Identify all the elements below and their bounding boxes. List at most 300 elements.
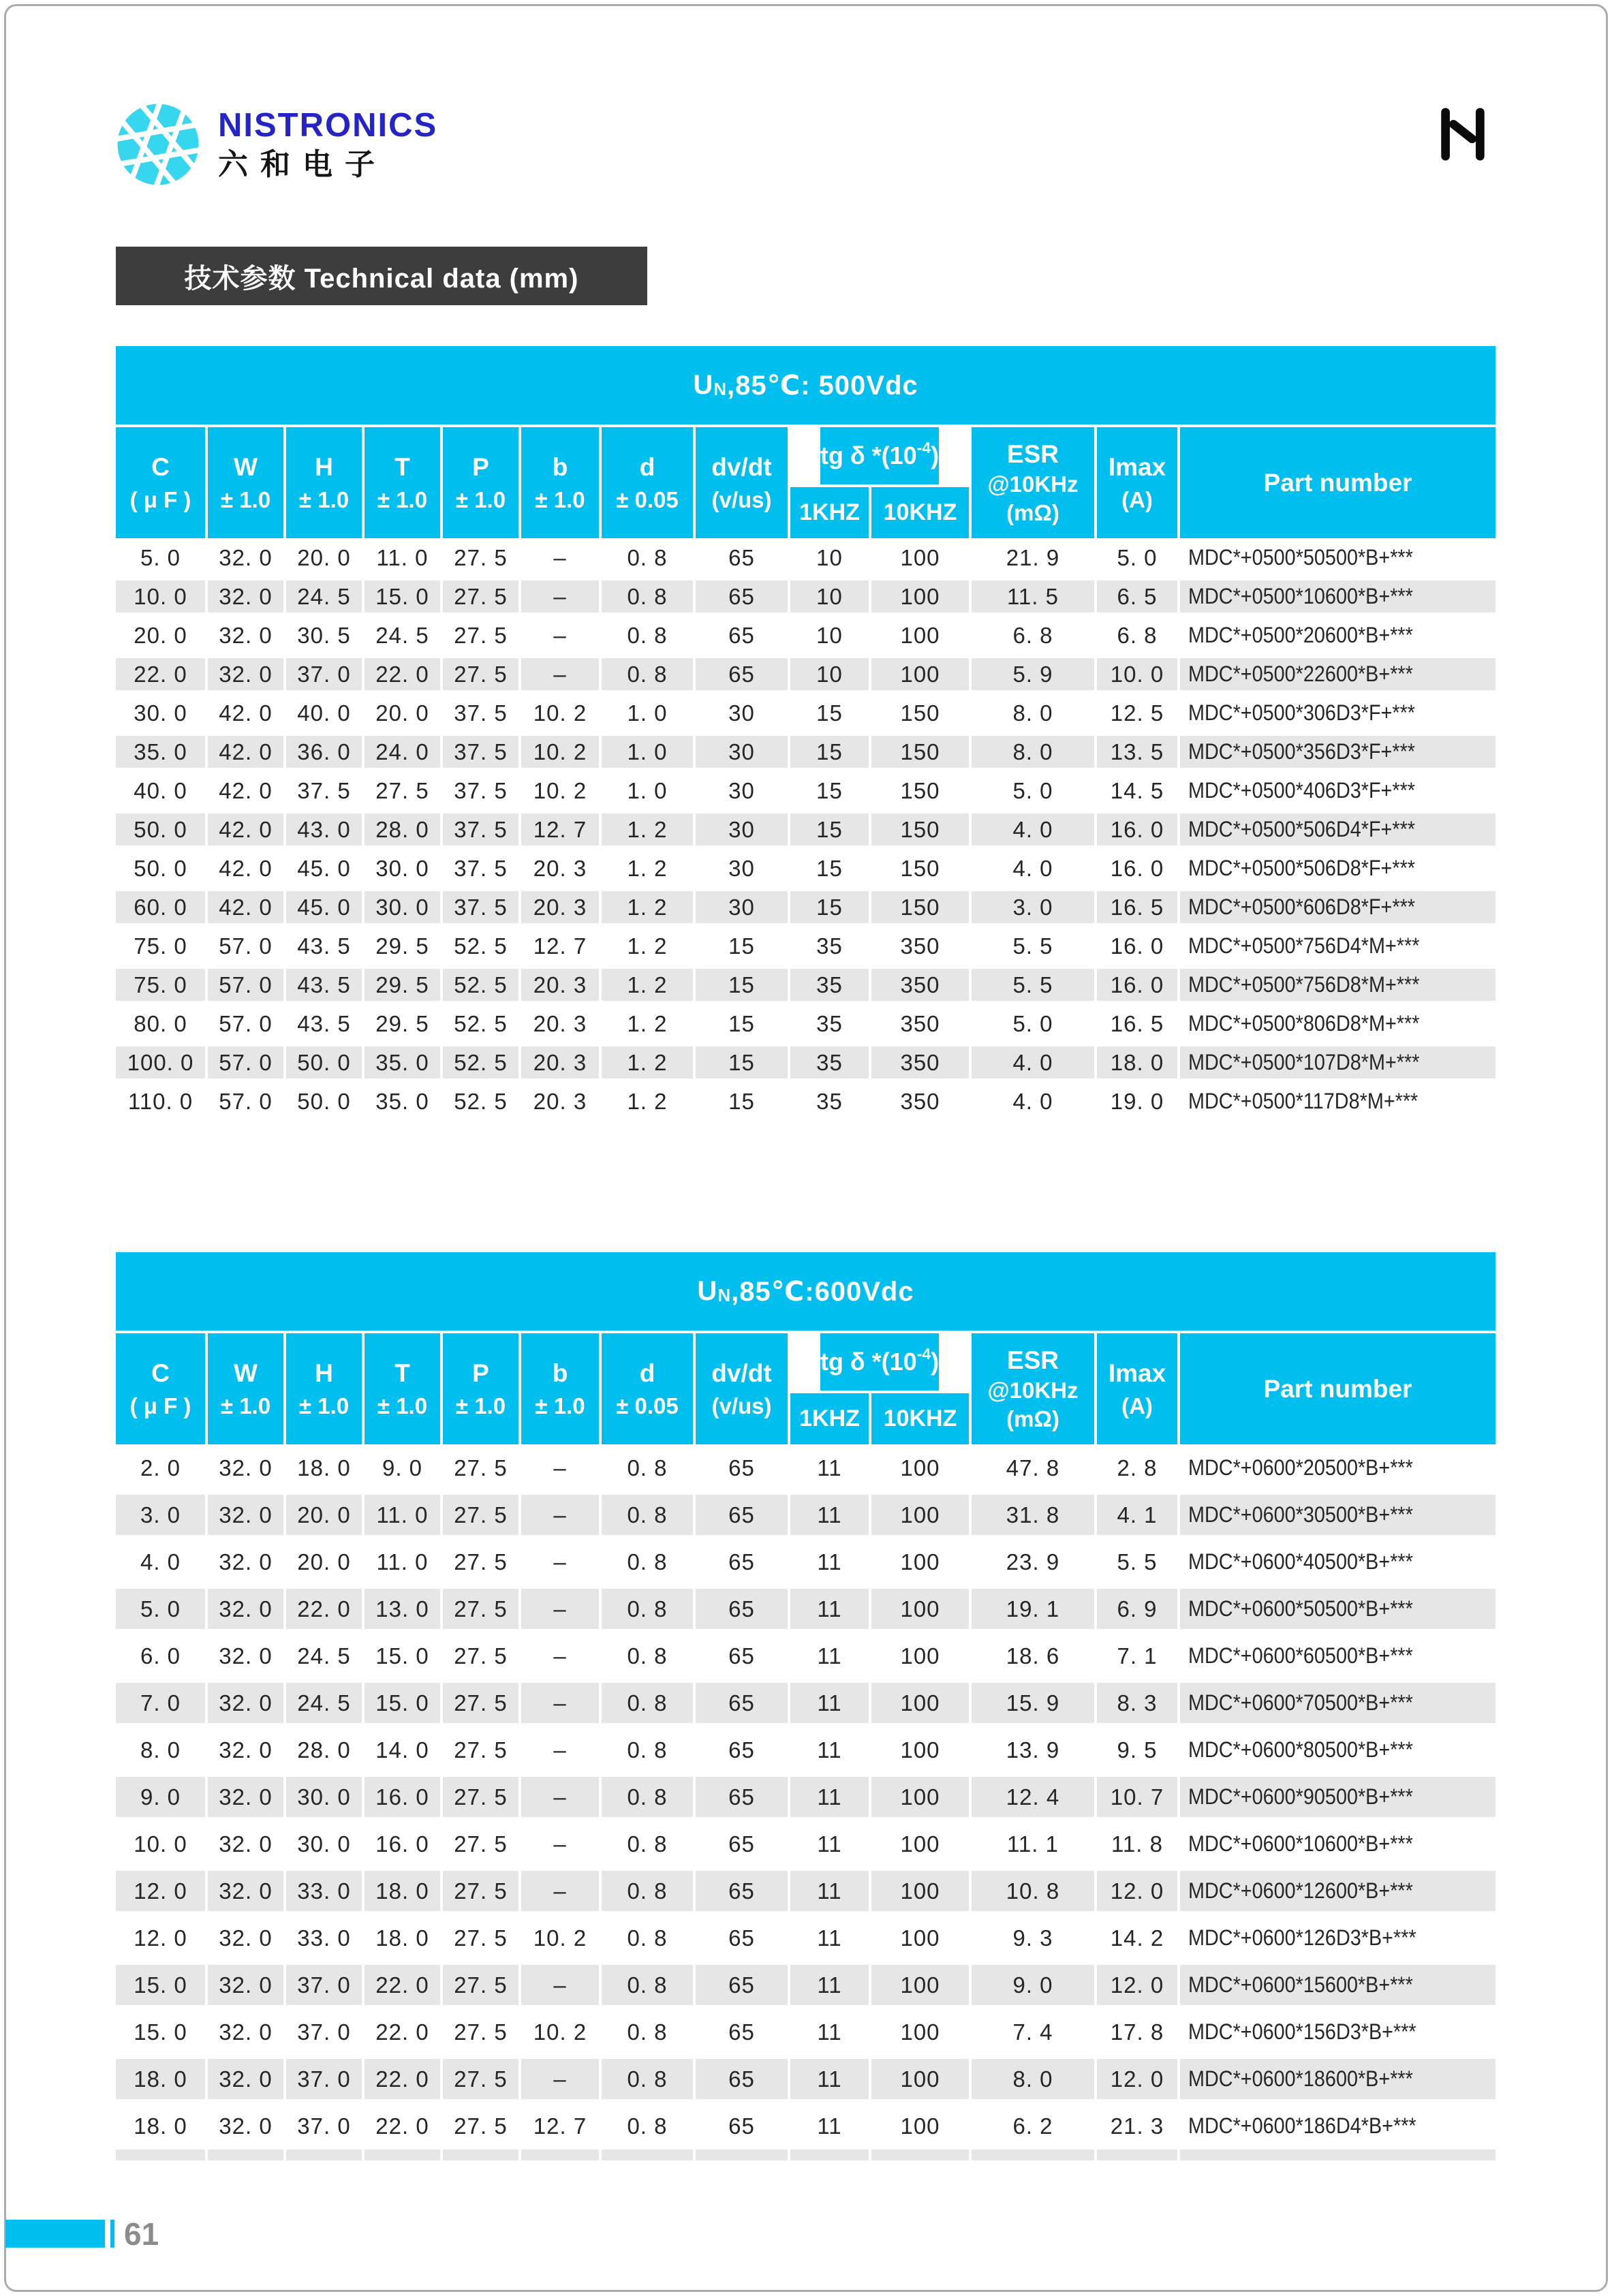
tg-pre: tg δ *(10 (820, 441, 917, 469)
column-header-part (1180, 1333, 1495, 1444)
data-cell: 20. 3 (521, 965, 599, 1004)
part-number-text: MDC*+0600*186D4*B+*** (1188, 2113, 1416, 2138)
data-cell: 100 (871, 655, 969, 694)
data-cell: 18. 0 (134, 2113, 187, 2139)
table-title (116, 346, 1495, 424)
data-cell: 11 (817, 1737, 842, 1763)
title-rest: ,85℃:600Vdc (731, 1276, 914, 1307)
table-row (116, 1820, 1495, 1867)
column-label: H (315, 1359, 333, 1387)
table-row (116, 1004, 1495, 1043)
table-header (116, 427, 1495, 538)
data-cell: 42. 0 (219, 855, 273, 881)
data-cell: 52. 5 (443, 965, 518, 1004)
column-header-esr (972, 427, 1094, 538)
brand-text (218, 108, 437, 181)
data-cell: 5. 0 (1012, 777, 1053, 803)
data-cell: 37. 0 (286, 1961, 362, 2008)
data-cell: 65 (728, 1549, 755, 1574)
partial-cell (871, 2150, 969, 2160)
part-number-text: MDC*+0600*12600*B+*** (1188, 1878, 1413, 1903)
data-cell: 12. 5 (1110, 700, 1164, 726)
data-cell: 18. 0 (375, 1925, 429, 1951)
data-cell: 36. 0 (286, 732, 362, 771)
data-cell: 37. 5 (454, 777, 508, 803)
table-row (116, 927, 1495, 965)
data-cell: 0. 8 (602, 1961, 693, 2008)
data-cell: 30 (696, 732, 788, 771)
esr-label: ESR (1006, 1346, 1059, 1374)
data-cell: 27. 5 (454, 1643, 508, 1669)
part-number-cell (1180, 927, 1495, 965)
data-cell: 37. 5 (454, 855, 508, 881)
data-cell: 6. 0 (140, 1643, 181, 1669)
data-cell: 75. 0 (116, 965, 205, 1004)
table-row (116, 810, 1495, 849)
data-cell: 32. 0 (208, 655, 283, 694)
brand-name: NISTRONICS (218, 107, 438, 144)
part-number-text: MDC*+0500*406D3*F+*** (1188, 778, 1415, 803)
data-cell: 14. 0 (375, 1737, 429, 1763)
data-cell: 9. 3 (1012, 1925, 1053, 1951)
data-cell: 10. 2 (533, 777, 587, 803)
part-number-cell (1180, 616, 1495, 655)
data-cell: 110. 0 (127, 1088, 193, 1114)
data-cell: 20. 0 (297, 1549, 351, 1574)
data-cell: 16. 0 (1110, 855, 1164, 881)
data-cell: 22. 0 (365, 655, 440, 694)
data-cell: 32. 0 (219, 2019, 273, 2045)
part-number-cell (1180, 732, 1495, 771)
data-cell: 5. 5 (1117, 1549, 1158, 1574)
data-cell: 0. 8 (602, 1867, 693, 1914)
column-header-imax (1097, 1333, 1177, 1444)
tg-post: ) (931, 1348, 940, 1376)
part-number-cell (1180, 1961, 1495, 2008)
data-cell: 18. 0 (365, 1867, 440, 1914)
data-cell: 29. 5 (365, 965, 440, 1004)
data-cell: 16. 0 (1110, 933, 1164, 959)
data-cell: 27. 5 (375, 777, 429, 803)
data-cell: 27. 5 (443, 1585, 518, 1632)
data-cell: 32. 0 (219, 1455, 273, 1480)
data-cell: 0. 8 (627, 1643, 668, 1669)
part-number-text: MDC*+0500*107D8*M+*** (1188, 1050, 1420, 1074)
data-cell: 150 (900, 700, 940, 726)
subcolumn-1khz: 1KHZ (790, 487, 869, 538)
column-label: C (151, 452, 170, 481)
part-number-cell (1180, 849, 1495, 888)
imax-label: Imax (1108, 1359, 1166, 1387)
data-cell: 100 (871, 1491, 969, 1538)
table-500vdc (116, 346, 1495, 1121)
data-cell: 37. 0 (286, 2055, 362, 2103)
data-cell: 30 (728, 777, 755, 803)
data-cell: 42. 0 (219, 700, 273, 726)
data-cell: 11. 5 (972, 577, 1094, 616)
data-cell: 60. 0 (116, 888, 205, 927)
part-number-text: MDC*+0500*506D8*F+*** (1188, 856, 1415, 880)
data-cell: 42. 0 (208, 888, 283, 927)
part-number-cell (1180, 1082, 1495, 1121)
title-sub: N (717, 1285, 732, 1305)
column-units: ± 1.0 (535, 486, 585, 512)
data-cell: 65 (696, 2055, 788, 2103)
data-cell: 32. 0 (219, 1643, 273, 1669)
column-header-d (602, 427, 693, 538)
data-cell: 14. 2 (1110, 1925, 1164, 1951)
data-cell: 350 (871, 965, 969, 1004)
data-cell: 31. 8 (972, 1491, 1094, 1538)
table-row (116, 538, 1495, 577)
data-cell: 35 (816, 933, 843, 959)
part-number-cell (1180, 2055, 1495, 2103)
data-cell: 65 (696, 1867, 788, 1914)
imax-units: (A) (1121, 1393, 1153, 1418)
data-cell: 0. 8 (627, 2019, 668, 2045)
data-cell: 15 (728, 933, 755, 959)
data-cell: 27. 5 (454, 1925, 508, 1951)
part-number-cell (1180, 655, 1495, 694)
data-cell: 32. 0 (219, 544, 273, 570)
partial-cell (365, 2150, 440, 2160)
data-cell: 11 (790, 1867, 869, 1914)
data-cell: 150 (871, 888, 969, 927)
data-cell: 7. 0 (116, 1679, 205, 1726)
part-number-cell (1180, 538, 1495, 577)
partial-cell (1097, 2150, 1177, 2160)
table-row (116, 1914, 1495, 1961)
column-header-t (365, 427, 440, 538)
partial-cell (443, 2150, 518, 2160)
data-cell: 52. 5 (454, 933, 508, 959)
column-header-dvdt (696, 1333, 788, 1444)
data-cell: 27. 5 (454, 1831, 508, 1857)
column-units: ± 1.0 (377, 486, 428, 512)
data-cell: 35 (816, 1088, 843, 1114)
data-cell: 6. 8 (1012, 622, 1053, 648)
data-cell: 4. 0 (1012, 855, 1053, 881)
data-cell: 50. 0 (116, 810, 205, 849)
data-cell: 1. 2 (602, 888, 693, 927)
data-cell: 28. 0 (297, 1737, 351, 1763)
column-label: b (552, 452, 568, 481)
data-cell: 1. 2 (627, 1010, 668, 1036)
data-cell: 16. 5 (1097, 888, 1177, 927)
data-cell: 50. 0 (286, 1043, 362, 1082)
table-row (116, 694, 1495, 732)
data-cell: 100 (871, 1773, 969, 1820)
data-cell: 0. 8 (627, 2113, 668, 2139)
data-cell: 9. 5 (1117, 1737, 1158, 1763)
data-cell: 9. 0 (116, 1773, 205, 1820)
part-number-text: MDC*+0500*806D8*M+*** (1188, 1011, 1420, 1036)
part-number-text: MDC*+0500*306D3*F+*** (1188, 700, 1415, 725)
table-row (116, 965, 1495, 1004)
data-cell: 65 (728, 544, 755, 570)
data-cell: 65 (728, 2019, 755, 2045)
data-cell: 43. 5 (286, 965, 362, 1004)
page-number: 61 (124, 2216, 159, 2252)
imax-label: Imax (1108, 452, 1166, 481)
data-cell: 1. 0 (627, 700, 668, 726)
data-cell: 29. 5 (375, 933, 429, 959)
data-cell: 0. 8 (602, 1773, 693, 1820)
data-cell: 10. 0 (116, 577, 205, 616)
part-number-cell (1180, 1632, 1495, 1679)
column-units: ± 1.0 (455, 1393, 506, 1418)
column-header-dvdt (696, 427, 788, 538)
footer-accent-tick (110, 2220, 114, 2248)
data-cell: 10. 7 (1097, 1773, 1177, 1820)
data-cell: 15 (816, 855, 843, 881)
data-cell: 100 (900, 1925, 940, 1951)
data-cell: 12. 7 (533, 933, 587, 959)
table-row (116, 1773, 1495, 1820)
data-cell: 52. 5 (443, 1043, 518, 1082)
data-cell: 32. 0 (208, 1961, 283, 2008)
part-number-text: MDC*+0500*756D8*M+*** (1188, 972, 1420, 997)
nistronics-logo (116, 102, 437, 187)
data-cell: 42. 0 (208, 732, 283, 771)
data-cell: 20. 0 (286, 1491, 362, 1538)
data-cell: 57. 0 (208, 1043, 283, 1082)
data-cell: 22. 0 (375, 2019, 429, 2045)
data-cell: 5. 5 (972, 965, 1094, 1004)
esr-freq: @10KHz (987, 471, 1079, 497)
data-cell: 100 (900, 2113, 940, 2139)
data-cell: 150 (900, 855, 940, 881)
column-header-tg (790, 427, 969, 538)
data-cell: 5. 5 (1012, 933, 1053, 959)
part-number-text: MDC*+0500*506D4*F+*** (1188, 817, 1415, 841)
data-cell: – (553, 1643, 567, 1669)
partial-cell (602, 2150, 693, 2160)
data-cell: 24. 5 (297, 1643, 351, 1669)
column-label: H (315, 452, 333, 481)
part-number-text: MDC*+0600*90500*B+*** (1188, 1784, 1413, 1809)
data-cell: 35 (816, 1010, 843, 1036)
data-cell: 27. 5 (454, 1737, 508, 1763)
column-units: ± 1.0 (298, 1393, 350, 1418)
data-cell: 0. 8 (627, 622, 668, 648)
data-cell: 15 (790, 888, 869, 927)
table-row (116, 1585, 1495, 1632)
column-units: ± 0.05 (616, 486, 679, 512)
data-cell: 100 (900, 1831, 940, 1857)
data-cell: 0. 8 (627, 544, 668, 570)
data-cell: 27. 5 (443, 1679, 518, 1726)
data-cell: 24. 5 (286, 577, 362, 616)
tg-subcolumns (790, 487, 969, 538)
part-number-text: MDC*+0600*50500*B+*** (1188, 1596, 1413, 1621)
data-cell: 7. 4 (1012, 2019, 1053, 2045)
data-cell: 16. 0 (375, 1831, 429, 1857)
column-label: C (151, 1359, 170, 1387)
column-header-part (1180, 427, 1495, 538)
data-cell: 11 (790, 1773, 869, 1820)
data-cell: 15 (816, 777, 843, 803)
imax-units: (A) (1121, 486, 1153, 512)
data-cell: 32. 0 (208, 2055, 283, 2103)
column-units: ± 1.0 (220, 486, 271, 512)
table-row (116, 732, 1495, 771)
data-cell: 50. 0 (297, 1088, 351, 1114)
data-cell: 27. 5 (454, 622, 508, 648)
data-cell: 32. 0 (219, 1831, 273, 1857)
data-cell: 27. 5 (454, 2019, 508, 2045)
subcolumn-10khz: 10KHZ (871, 1393, 969, 1444)
data-cell: 20. 0 (375, 700, 429, 726)
data-cell: 15. 0 (134, 2019, 187, 2045)
data-cell: 0. 8 (602, 655, 693, 694)
data-cell: 13. 9 (1006, 1737, 1060, 1763)
data-cell: 11 (817, 1549, 842, 1574)
column-header-h (286, 1333, 362, 1444)
table-row (116, 1961, 1495, 2008)
data-cell: – (521, 1867, 599, 1914)
table-row (116, 1491, 1495, 1538)
table-row (116, 1444, 1495, 1491)
data-cell: 11. 0 (365, 1491, 440, 1538)
data-cell: 12. 7 (521, 810, 599, 849)
data-cell: 12. 0 (134, 1925, 187, 1951)
data-cell: 10 (790, 577, 869, 616)
data-cell: 13. 0 (365, 1585, 440, 1632)
part-number-text: MDC*+0500*117D8*M+*** (1188, 1089, 1419, 1113)
part-number-cell (1180, 1726, 1495, 1773)
data-cell: 8. 0 (972, 732, 1094, 771)
data-cell: 18. 0 (116, 2055, 205, 2103)
part-number-text: MDC*+0500*20600*B+*** (1188, 623, 1413, 647)
part-number-cell (1180, 2008, 1495, 2055)
data-cell: 57. 0 (208, 965, 283, 1004)
part-number-text: MDC*+0600*60500*B+*** (1188, 1643, 1413, 1668)
data-cell: 47. 8 (1006, 1455, 1060, 1480)
footer-accent-bar (5, 2220, 105, 2248)
column-header-b (521, 427, 599, 538)
data-cell: 27. 5 (443, 2055, 518, 2103)
data-cell: 11. 8 (1111, 1831, 1163, 1857)
table-row (116, 2008, 1495, 2055)
part-number-text: MDC*+0600*10600*B+*** (1188, 1831, 1413, 1856)
data-cell: 10. 2 (533, 1925, 587, 1951)
data-cell: 3. 0 (972, 888, 1094, 927)
data-cell: 27. 5 (443, 577, 518, 616)
data-cell: 15. 0 (116, 1961, 205, 2008)
data-cell: 11 (817, 2113, 842, 2139)
part-number-text: MDC*+0500*356D3*F+*** (1188, 739, 1415, 764)
column-label: d (639, 1359, 655, 1387)
data-cell: 17. 8 (1110, 2019, 1164, 2045)
part-number-cell (1180, 1538, 1495, 1585)
table-row (116, 2103, 1495, 2150)
data-cell: 23. 9 (1006, 1549, 1060, 1574)
data-cell: 15 (728, 1088, 755, 1114)
data-cell: 20. 3 (533, 855, 587, 881)
data-cell: 11. 0 (376, 544, 429, 570)
data-cell: 0. 8 (602, 1585, 693, 1632)
data-cell: 80. 0 (134, 1010, 187, 1036)
data-cell: 5. 0 (116, 1585, 205, 1632)
data-cell: 10. 2 (521, 732, 599, 771)
part-number-cell (1180, 577, 1495, 616)
title-rest: ,85℃: 500Vdc (727, 370, 918, 401)
data-cell: 32. 0 (219, 1737, 273, 1763)
data-cell: 65 (728, 1643, 755, 1669)
data-cell: – (553, 1737, 567, 1763)
data-cell: 1. 2 (627, 855, 668, 881)
column-units: ( μ F ) (129, 1393, 191, 1418)
column-units: (v/us) (711, 1393, 772, 1418)
data-cell: 8. 3 (1097, 1679, 1177, 1726)
tg-delta-label (820, 1333, 939, 1393)
data-cell: 1. 2 (627, 933, 668, 959)
data-cell: – (553, 1455, 567, 1480)
data-cell: 16. 0 (365, 1773, 440, 1820)
data-cell: 65 (696, 1585, 788, 1632)
column-header-h (286, 427, 362, 538)
data-cell: 65 (696, 1679, 788, 1726)
column-header-esr (972, 1333, 1094, 1444)
data-cell: 10. 8 (972, 1867, 1094, 1914)
data-cell: 10. 2 (533, 2019, 587, 2045)
data-cell: 4. 1 (1097, 1491, 1177, 1538)
data-cell: 14. 5 (1110, 777, 1164, 803)
data-cell: 12. 4 (972, 1773, 1094, 1820)
data-cell: 10. 0 (1097, 655, 1177, 694)
data-cell: – (521, 655, 599, 694)
esr-freq: @10KHz (987, 1378, 1079, 1403)
column-header-imax (1097, 427, 1177, 538)
column-units: ± 0.05 (616, 1393, 679, 1418)
data-cell: 27. 5 (443, 1961, 518, 2008)
data-cell: 15 (790, 810, 869, 849)
data-cell: – (553, 1549, 567, 1574)
data-cell: 32. 0 (219, 1549, 273, 1574)
data-cell: 30. 0 (375, 855, 429, 881)
data-cell: 100 (900, 1643, 940, 1669)
data-cell: 40. 0 (297, 700, 351, 726)
column-label: dv/dt (711, 1359, 772, 1387)
table-row (116, 577, 1495, 616)
column-header-d (602, 1333, 693, 1444)
data-cell: 12. 0 (1097, 1961, 1177, 2008)
tg-sup: -4 (916, 438, 931, 456)
data-cell: 20. 0 (134, 622, 187, 648)
data-cell: 10. 2 (533, 700, 587, 726)
esr-units: (mΩ) (1006, 1406, 1059, 1431)
part-number-cell (1180, 1585, 1495, 1632)
data-cell: 18. 6 (1006, 1643, 1060, 1669)
data-cell: 32. 0 (219, 622, 273, 648)
data-cell: 0. 8 (627, 1455, 668, 1480)
part-number-text: MDC*+0600*156D3*B+*** (1188, 2019, 1416, 2044)
data-cell: 15. 0 (365, 577, 440, 616)
part-number-text: MDC*+0500*756D4*M+*** (1188, 933, 1420, 958)
data-cell: 350 (900, 933, 940, 959)
data-cell: 3. 0 (116, 1491, 205, 1538)
data-cell: 1. 2 (602, 1043, 693, 1082)
data-cell: 35 (790, 1043, 869, 1082)
data-cell: 20. 0 (297, 544, 351, 570)
data-cell: 32. 0 (208, 1585, 283, 1632)
brand-name-cn: 六和电子 (218, 147, 387, 181)
data-cell: 37. 5 (454, 700, 508, 726)
data-cell: 100 (900, 2019, 940, 2045)
data-cell: 12. 7 (533, 2113, 587, 2139)
data-cell: 22. 0 (375, 2113, 429, 2139)
